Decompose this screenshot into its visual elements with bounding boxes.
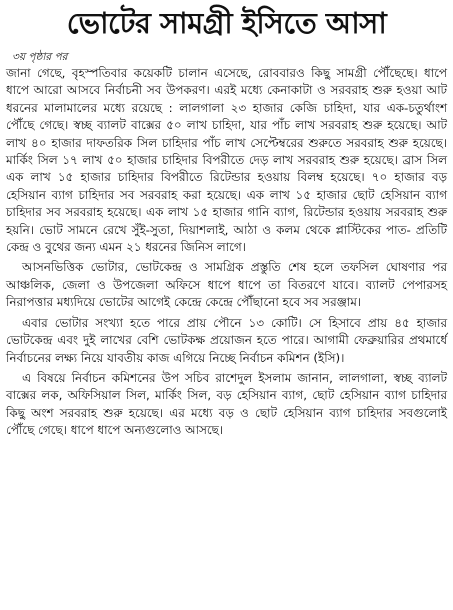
article-paragraph-2: আসনভিত্তিক ভোটার, ভোটকেন্দ্র ও সামগ্রিক প্রস্তুতি শেষ হলে তফসিল ঘোষণার পর আঞ্চলিক, জেলা ও উপজেলা অফিসে ধাপে ধাপে তা বিতরণে যাবে। ব্যালট পেপারসহ নিরাপত্তার মধ্যদিয়ে ভোটের আগেই কেন্দ্রে কেন্দ্রে পৌঁছানো হবে সব সরঞ্জাম। (6, 260, 447, 310)
article-paragraph-3: এবার ভোটার সংখ্যা হতে পারে প্রায় পৌনে ১৩ কোটি। সে হিসাবে প্রায় ৪৫ হাজার ভোটকেন্দ্র এবং দুই লাখের বেশি ভোটকক্ষ প্রয়োজন হতে পারে। আগামী ফেব্রুয়ারির প্রথমার্ধে নির্বাচনের লক্ষ্য নিয়ে যাবতীয় কাজ এগিয়ে নিচ্ছে নির্বাচন কমিশন (ইসি)। (6, 315, 447, 365)
continuation-note: ৩য় পৃষ্ঠার পর (12, 51, 68, 63)
article-paragraph-4: এ বিষয়ে নির্বাচন কমিশনের উপ সচিব রাশেদুল ইসলাম জানান, লালগালা, স্বচ্ছ ব্যালট বাক্সের লক, অফিসিয়াল সিল, মার্কিং সিল, বড় হেসিয়ান ব্যাগ, ছোট হেসিয়ান ব্যাগ চাহিদার কিছু অংশ সরবরাহ শুরু হয়েছে। এর মধ্যে বড় ও ছোট হেসিয়ান ব্যাগ চাহিদার সবগুলোই পৌঁছে গেছে। ধাপে ধাপে অন্যগুলোও আসছে। (6, 370, 447, 438)
article-paragraph-1: জানা গেছে, বৃহস্পতিবার কয়েকটি চালান এসেছে, রোববারও কিছু সামগ্রী পৌঁছেছে। ধাপে ধাপে আরো আসবে নির্বাচনী সব উপকরণ। এরই মধ্যে কেনাকাটা ও সরবরাহ শুরু হওয়া আট ধরনের মালামালের মধ্যে রয়েছে : লালগালা ২৩ হাজার কেজি চাহিদা, যার এক-চতুর্থাংশ পৌঁছে গেছে। স্বচ্ছ ব্যালট বাক্সের ৫০ লাখ চাহিদা, যার পাঁচ লাখ সরবরাহ শুরু হয়েছে। আট লাখ ৪০ হাজার দাফতরিক সিল চাহিদার পাঁচ লাখ সেপ্টেম্বরের শুরুতে সরবরাহ শুরু হয়েছে। মার্কিং সিল ১৭ লাখ ৫০ হাজার চাহিদার বিপরীতে দেড় লাখ সরবরাহ শুরু হয়েছে। ব্রাস সিল এক লাখ ১৫ হাজার চাহিদার বিপরীতে রিটেন্ডার হওয়ায় বিলম্ব হয়েছে। ৭০ হাজার বড় হেসিয়ান ব্যাগ চাহিদার সব সরবরাহ করা হয়েছে। এক লাখ ১৫ হাজার ছোট হেসিয়ান ব্যাগ চাহিদার সব সরবরাহ হয়েছে। এক লাখ ১৫ হাজার গানি ব্যাগ, রিটেন্ডার হওয়ায় সরবরাহ শুরু হয়নি। ভোট সামনে রেখে সুঁই-সুতা, দিয়াশলাই, আঠা ও কলম থেকে প্লাস্টিকের পাত- প্রতিটি কেন্দ্র ও বুথের জন্য এমন ২১ ধরনের জিনিস লাগে। (6, 66, 447, 255)
article-headline: ভোটের সামগ্রী ইসিতে আসা (66, 6, 387, 40)
